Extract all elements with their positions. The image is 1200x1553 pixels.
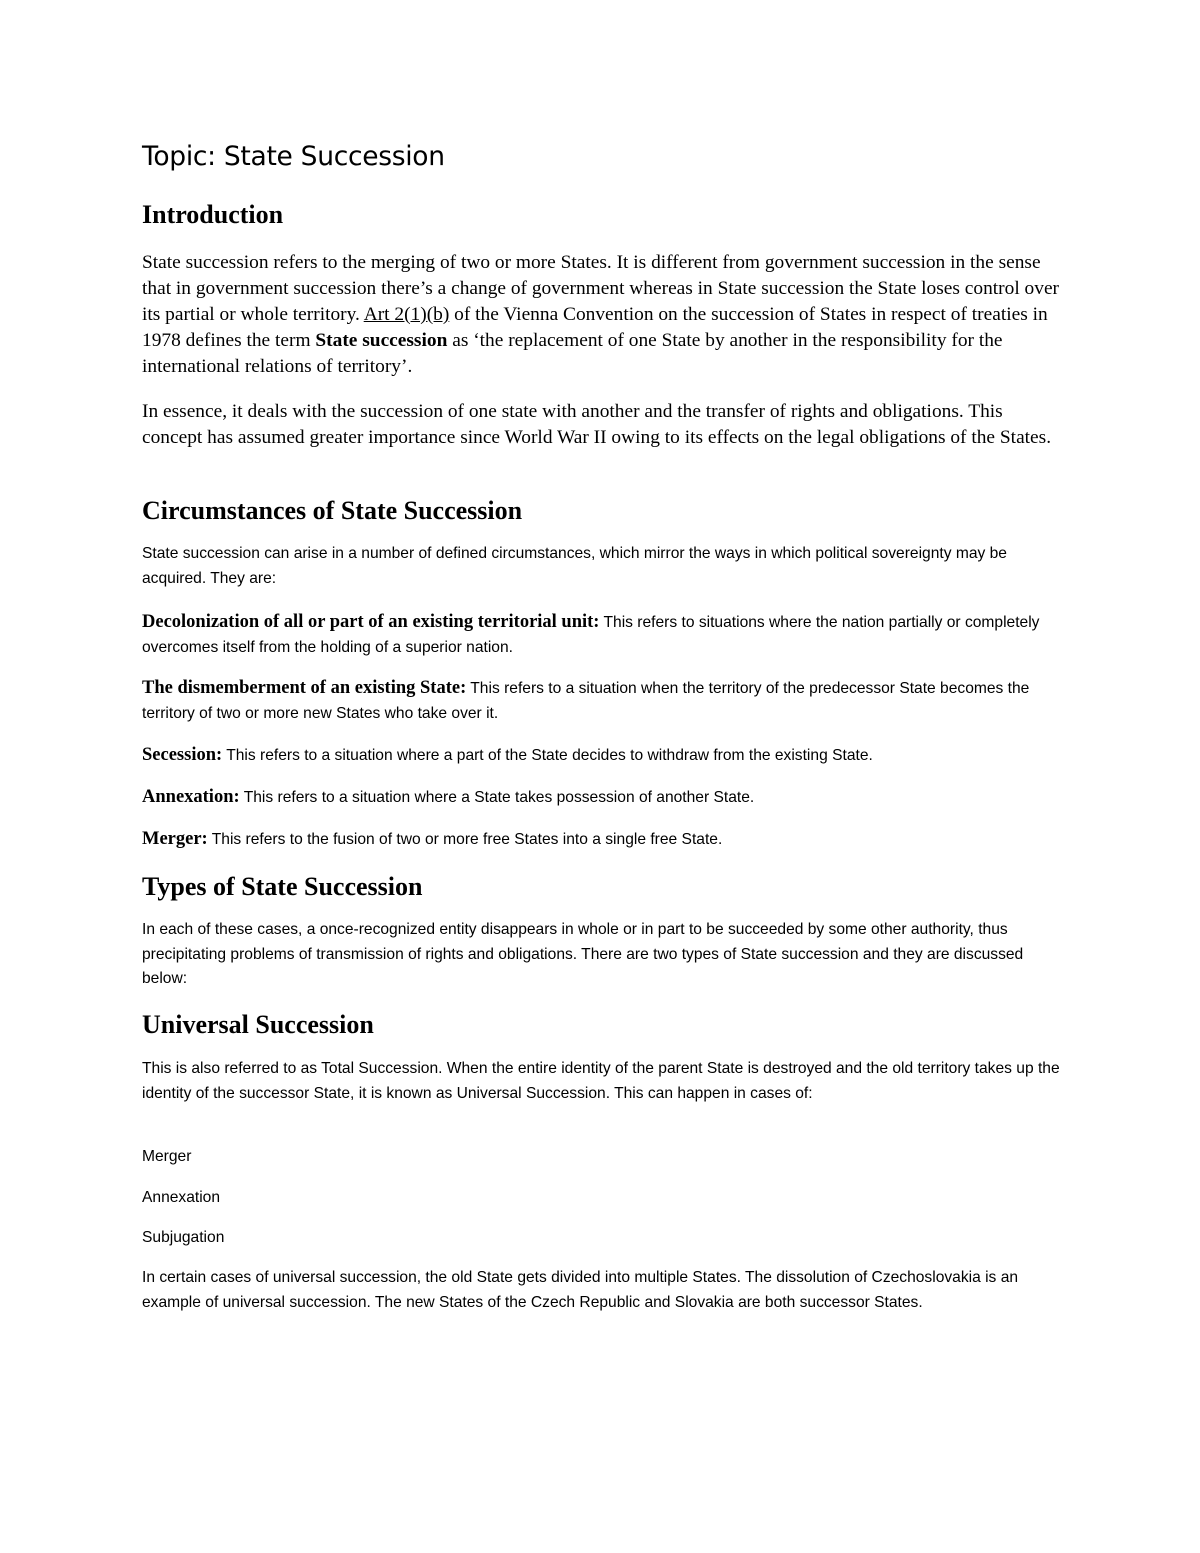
circumstance-text: This refers to situations where the nation partially or completely overcomes itself from the holding of a superior nation. — [142, 614, 1040, 656]
circumstance-text: This refers to a situation where a State takes possession of another State. — [239, 789, 755, 806]
circumstance-term: Secession: — [142, 745, 223, 765]
intro-paragraph-2: In essence, it deals with the succession of one state with another and the transfer of rights and obligations. This concept has assumed greater importance since World War II owing to its effects on the legal obligations of the States. — [142, 401, 1052, 448]
intro-text-c: as ‘the replacement of one State by another in the responsibility for the international relations of territory’. — [142, 330, 1003, 377]
circumstance-text: This refers to the fusion of two or more free States into a single free State. — [207, 831, 723, 848]
circumstance-item — [142, 827, 1062, 853]
circumstance-text: This refers to a situation when the territory of the predecessor State becomes the territory of two or more new States who take over it. — [142, 680, 1030, 722]
circumstance-item — [142, 676, 1062, 726]
case-item-subjugation: Subjugation — [142, 1229, 225, 1246]
circumstance-item — [142, 610, 1062, 660]
heading-circumstances: Circumstances of State Succession — [142, 496, 523, 525]
universal-paragraph-1: This is also referred to as Total Succession. When the entire identity of the parent State is destroyed and the old territory takes up the identity of the successor State, it is known as Universal Succession. This can happen in cases of: — [142, 1060, 1060, 1102]
circumstance-term: The dismemberment of an existing State: — [142, 678, 467, 698]
intro-paragraph-1 — [142, 250, 1062, 380]
page-title: Topic: State Succession — [142, 141, 445, 172]
intro-text-b: of the Vienna Convention on the succession of States in respect of treaties in 1978 defines the term — [142, 304, 1048, 351]
circumstance-term: Annexation: — [142, 787, 240, 807]
circumstance-item — [142, 743, 1062, 769]
heading-introduction: Introduction — [142, 200, 284, 229]
types-paragraph: In each of these cases, a once-recognized entity disappears in whole or in part to be succeeded by some other authority, thus precipitating problems of transmission of rights and obligations. There are two types of State succession and they are discussed below: — [142, 921, 1024, 987]
circumstances-intro: State succession can arise in a number of defined circumstances, which mirror the ways in which political sovereignty may be acquired. They are: — [142, 545, 1007, 587]
circumstance-text: This refers to a situation where a part of the State decides to withdraw from the existing State. — [222, 747, 873, 764]
universal-paragraph-2: In certain cases of universal succession, the old State gets divided into multiple States. The dissolution of Czechoslovakia is an example of universal succession. The new States of the Czech Republic and Slovakia are both successor States. — [142, 1269, 1019, 1311]
case-item-merger: Merger — [142, 1148, 192, 1165]
article-reference-link[interactable]: Art 2(1)(b) — [363, 304, 450, 325]
circumstance-term: Merger: — [142, 829, 208, 849]
circumstance-term: Decolonization of all or part of an existing territorial unit: — [142, 612, 600, 632]
case-item-annexation: Annexation — [142, 1189, 221, 1206]
intro-text-a: State succession refers to the merging of two or more States. It is different from government succession in the sense that in government succession there’s a change of government whereas in State succession the State loses control over its partial or whole territory. — [142, 252, 1060, 325]
intro-bold-term: State succession — [315, 330, 448, 351]
heading-universal: Universal Succession — [142, 1010, 374, 1039]
circumstance-item — [142, 785, 1062, 811]
heading-types: Types of State Succession — [142, 872, 423, 901]
